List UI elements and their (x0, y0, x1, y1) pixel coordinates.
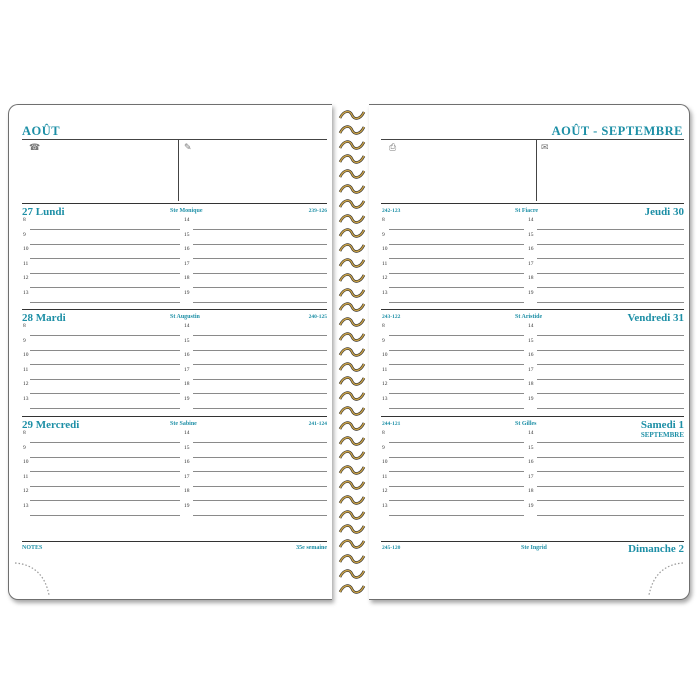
hour-label: 17 (184, 366, 190, 373)
day-block (22, 309, 327, 409)
hour-row (22, 444, 327, 458)
writing-line[interactable] (193, 515, 327, 516)
spiral-ring (338, 374, 366, 386)
spiral-ring (338, 152, 366, 164)
hour-row (381, 380, 684, 394)
spiral-ring (338, 389, 366, 401)
hour-label: 12 (23, 275, 29, 281)
hour-label: 15 (184, 231, 190, 238)
spiral-ring (338, 197, 366, 209)
hour-label: 14 (184, 217, 190, 223)
spiral-ring (338, 522, 366, 534)
writing-line[interactable] (30, 302, 180, 303)
hour-label: 18 (184, 381, 190, 387)
day-of-year: 242-123 (382, 208, 401, 214)
spiral-ring (338, 226, 366, 238)
hour-row (381, 231, 684, 245)
hour-row (381, 216, 684, 230)
footer-dayname: Dimanche 2 (628, 543, 684, 555)
hour-label: 15 (528, 337, 534, 344)
day-separator (22, 416, 327, 417)
saint-name: St Aristide (515, 314, 543, 320)
hour-label: 11 (382, 366, 388, 373)
hour-label: 11 (23, 473, 29, 480)
hour-row (381, 444, 684, 458)
hour-row (381, 429, 684, 443)
day-of-year: 239-126 (308, 208, 327, 214)
day-name: Vendredi 31 (627, 312, 684, 324)
hour-label: 10 (382, 352, 388, 358)
hour-label: 8 (382, 217, 385, 223)
hour-row (381, 351, 684, 365)
hour-row (381, 473, 684, 487)
hour-row (22, 274, 327, 288)
hour-label: 19 (184, 502, 190, 509)
hour-label: 13 (23, 395, 29, 402)
hour-label: 8 (23, 430, 26, 436)
spiral-ring (338, 448, 366, 460)
day-of-year: 244-121 (382, 421, 401, 427)
writing-line[interactable] (389, 515, 524, 516)
spiral-ring (338, 537, 366, 549)
hour-row (22, 487, 327, 501)
pencil-icon: ✎ (184, 143, 192, 153)
hour-label: 13 (23, 289, 29, 296)
hour-label: 18 (184, 488, 190, 494)
spiral-ring (338, 463, 366, 475)
day-separator (22, 309, 327, 310)
hour-row (22, 366, 327, 380)
planner-spread (8, 104, 692, 600)
hour-label: 14 (528, 217, 534, 223)
right-header-divider (536, 139, 537, 201)
spiral-ring (338, 493, 366, 505)
hour-label: 13 (382, 395, 388, 402)
hour-row (22, 231, 327, 245)
hour-row (22, 395, 327, 409)
spiral-ring (338, 212, 366, 224)
day-block (22, 203, 327, 303)
spiral-ring (338, 108, 366, 120)
hour-label: 8 (382, 430, 385, 436)
day-of-year: 243-122 (382, 314, 401, 320)
hour-label: 8 (23, 217, 26, 223)
day-separator (381, 309, 684, 310)
hour-label: 12 (23, 381, 29, 387)
spiral-ring (338, 241, 366, 253)
day-separator (381, 416, 684, 417)
hour-row (381, 289, 684, 303)
day-of-year: 240-125 (308, 314, 327, 320)
hour-label: 16 (184, 459, 190, 465)
hour-row (22, 322, 327, 336)
hour-label: 16 (528, 459, 534, 465)
hour-label: 16 (528, 246, 534, 252)
left-page (8, 104, 332, 600)
spiral-ring (338, 360, 366, 372)
hour-label: 11 (23, 260, 29, 267)
spiral-binding (334, 104, 370, 600)
hour-label: 10 (382, 459, 388, 465)
hour-label: 11 (23, 366, 29, 373)
writing-line[interactable] (193, 302, 327, 303)
day-name: 27 Lundi (22, 206, 65, 218)
hour-label: 16 (184, 246, 190, 252)
hour-label: 15 (528, 444, 534, 451)
day-separator (22, 203, 327, 204)
footer-day-number: 245-120 (382, 545, 401, 551)
spiral-ring (338, 138, 366, 150)
spiral-ring (338, 182, 366, 194)
left-month-title: AOÛT (22, 124, 61, 138)
day-name: 29 Mercredi (22, 419, 80, 431)
hour-row (22, 351, 327, 365)
hour-row (381, 322, 684, 336)
spiral-ring (338, 567, 366, 579)
left-header-line (22, 139, 327, 140)
hour-label: 19 (184, 289, 190, 296)
hour-row (22, 380, 327, 394)
hour-label: 17 (528, 473, 534, 480)
hour-label: 19 (528, 395, 534, 402)
hour-row (381, 245, 684, 259)
hour-row (381, 274, 684, 288)
hour-label: 15 (528, 231, 534, 238)
hour-row (22, 429, 327, 443)
hour-label: 14 (528, 323, 534, 329)
phone-icon: ☎ (29, 143, 41, 153)
hour-label: 17 (184, 260, 190, 267)
footer-saint: Ste Ingrid (521, 545, 547, 551)
hour-label: 18 (528, 381, 534, 387)
left-header-divider (178, 139, 179, 201)
hour-label: 19 (528, 289, 534, 296)
hour-label: 9 (382, 444, 385, 451)
spiral-ring (338, 286, 366, 298)
hour-row (22, 289, 327, 303)
week-number: 35e semaine (296, 545, 327, 551)
spiral-ring (338, 271, 366, 283)
hour-row (381, 458, 684, 472)
spiral-ring (338, 434, 366, 446)
hour-row (381, 337, 684, 351)
writing-line[interactable] (537, 515, 684, 516)
spiral-ring (338, 167, 366, 179)
hour-row (22, 473, 327, 487)
hour-label: 15 (184, 337, 190, 344)
hour-label: 13 (23, 502, 29, 509)
hour-label: 8 (23, 323, 26, 329)
spiral-ring (338, 478, 366, 490)
hour-label: 19 (184, 395, 190, 402)
writing-line[interactable] (537, 302, 684, 303)
day-name: 28 Mardi (22, 312, 66, 324)
spiral-ring (338, 330, 366, 342)
hour-row (381, 502, 684, 516)
spiral-ring (338, 582, 366, 594)
hour-label: 19 (528, 502, 534, 509)
hour-label: 18 (528, 275, 534, 281)
spiral-ring (338, 508, 366, 520)
hour-label: 15 (184, 444, 190, 451)
spiral-ring (338, 256, 366, 268)
hour-label: 11 (382, 473, 388, 480)
hour-label: 12 (382, 488, 388, 494)
hour-label: 9 (23, 231, 26, 238)
hour-row (22, 245, 327, 259)
hour-label: 17 (184, 473, 190, 480)
spiral-ring (338, 404, 366, 416)
hour-label: 9 (23, 444, 26, 451)
hour-label: 17 (528, 366, 534, 373)
spiral-ring (338, 419, 366, 431)
saint-name: St Gilles (515, 421, 537, 427)
right-header-line (381, 139, 684, 140)
hour-label: 9 (382, 337, 385, 344)
day-block (381, 309, 684, 409)
hour-label: 10 (382, 246, 388, 252)
spiral-ring (338, 552, 366, 564)
hour-label: 16 (528, 352, 534, 358)
notes-label: NOTES (22, 545, 43, 551)
right-corner-perforation (645, 557, 685, 597)
spiral-ring (338, 315, 366, 327)
hour-label: 14 (184, 323, 190, 329)
hour-row (22, 502, 327, 516)
hour-label: 13 (382, 289, 388, 296)
hour-label: 9 (382, 231, 385, 238)
hour-label: 11 (382, 260, 388, 267)
saint-name: Ste Sabine (170, 421, 197, 427)
envelope-icon: ✉ (541, 143, 549, 153)
hour-label: 17 (528, 260, 534, 267)
hour-label: 12 (382, 381, 388, 387)
hour-label: 14 (184, 430, 190, 436)
hour-label: 10 (23, 459, 29, 465)
hour-row (381, 395, 684, 409)
hour-row (22, 337, 327, 351)
day-block (381, 416, 684, 516)
writing-line[interactable] (30, 408, 180, 409)
hour-label: 10 (23, 246, 29, 252)
spiral-ring (338, 300, 366, 312)
hour-label: 13 (382, 502, 388, 509)
saint-name: St Augustin (170, 314, 200, 320)
day-name: Jeudi 30 (644, 206, 684, 218)
spiral-ring (338, 123, 366, 135)
left-corner-perforation (13, 557, 53, 597)
writing-line[interactable] (30, 515, 180, 516)
hour-row (22, 260, 327, 274)
right-page (369, 104, 690, 600)
day-of-year: 241-124 (308, 421, 327, 427)
hour-label: 12 (382, 275, 388, 281)
hour-row (381, 487, 684, 501)
hour-label: 8 (382, 323, 385, 329)
saint-name: St Fiacre (515, 208, 539, 214)
hour-row (22, 216, 327, 230)
day-block (381, 203, 684, 303)
day-name: Samedi 1 (640, 419, 684, 431)
day-block (22, 416, 327, 516)
hour-label: 14 (528, 430, 534, 436)
right-month-title: AOÛT - SEPTEMBRE (551, 124, 683, 138)
writing-line[interactable] (193, 408, 327, 409)
writing-line[interactable] (537, 408, 684, 409)
printer-icon: ⎙ (389, 143, 397, 153)
hour-label: 9 (23, 337, 26, 344)
hour-row (22, 458, 327, 472)
month-change-label: SEPTEMBRE (640, 431, 684, 439)
hour-label: 12 (23, 488, 29, 494)
spiral-ring (338, 345, 366, 357)
hour-label: 18 (184, 275, 190, 281)
hour-row (381, 366, 684, 380)
hour-label: 18 (528, 488, 534, 494)
writing-line[interactable] (389, 408, 524, 409)
day-separator (381, 203, 684, 204)
hour-label: 16 (184, 352, 190, 358)
saint-name: Ste Monique (170, 208, 203, 214)
writing-line[interactable] (389, 302, 524, 303)
hour-label: 10 (23, 352, 29, 358)
hour-row (381, 260, 684, 274)
